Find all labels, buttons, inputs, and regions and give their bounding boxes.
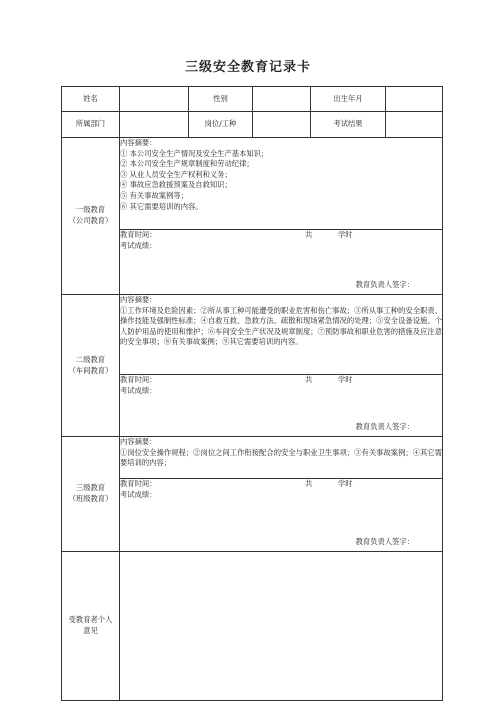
opinion-label-sub: 意见 — [83, 626, 98, 635]
level2-summary-label: 内容摘要： — [120, 295, 157, 304]
level2-label-sub: （车间教育） — [68, 365, 113, 375]
name-label: 姓名 — [62, 87, 120, 112]
level2-record[interactable] — [120, 375, 443, 437]
level3-gong: 共 — [305, 479, 313, 488]
level1-signer-label: 教育负责人签字： — [355, 280, 414, 290]
level3-label-sub: （班级教育） — [68, 494, 113, 503]
level2-time-label: 教育时间： — [120, 375, 157, 384]
level3-signer-label: 教育负责人签字： — [355, 537, 414, 547]
level2-gong: 共 — [305, 375, 313, 384]
level2-text: ①工作环境及危险因素；②所从事工种可能遭受的职业危害和伤亡事故；③所从事工种的安全职责、操作技能及强制性标准；④自救互救、急救方法、疏散和现场紧急情况的处理；⑤安全设备设施、个人防护用品的使用和维护；⑥车间安全生产状况及规章制度；⑦预防事故和职业危害的措施及应注意的安全事项；⑧有关事故案例；⑨其它需要培训的内容。 — [120, 305, 442, 347]
level3-record[interactable] — [120, 479, 443, 552]
exam-field[interactable] — [386, 112, 443, 138]
level1-hours: 学时 — [338, 230, 353, 239]
level1-content — [120, 138, 443, 230]
level2-label — [62, 295, 120, 437]
level3-content — [120, 437, 443, 479]
record-card-table — [61, 86, 443, 701]
level3-label-main: 三级教育 — [75, 483, 106, 493]
level1-gong: 共 — [305, 230, 313, 239]
level3-score-label: 考试成绩： — [120, 489, 157, 499]
level1-item: ⑥ 其它需要培训的内容。 — [120, 201, 203, 211]
level1-summary-label: 内容摘要： — [120, 138, 157, 147]
level1-record[interactable] — [120, 230, 443, 295]
level1-item: ⑤ 有关事故案例等； — [120, 190, 188, 200]
opinion-label — [62, 552, 120, 701]
level1-label — [62, 138, 120, 295]
level1-item: ③ 从业人员安全生产权利和义务； — [120, 169, 232, 179]
level1-item: ④ 事故应急救援预案及自救知识； — [120, 180, 232, 190]
level1-score-label: 考试成绩： — [120, 240, 157, 250]
position-label: 岗位/工种 — [189, 112, 253, 138]
level2-signer-label: 教育负责人签字： — [355, 422, 414, 432]
level3-text: ①岗位安全操作规程；②岗位之间工作衔接配合的安全与职业卫生事项；③有关事故案例；④其它需要培训的内容； — [120, 447, 442, 468]
dept-label: 所属部门 — [62, 112, 120, 138]
birth-field[interactable] — [386, 87, 443, 112]
level1-item: ② 本公司安全生产规章制度和劳动纪律； — [120, 159, 254, 169]
gender-field[interactable] — [253, 87, 311, 112]
name-field[interactable] — [120, 87, 189, 112]
page-title: 三级安全教育记录卡 — [184, 60, 311, 75]
level2-score-label: 考试成绩： — [120, 385, 157, 395]
exam-label: 考试结果 — [311, 112, 386, 138]
level2-hours: 学时 — [338, 375, 353, 384]
position-field[interactable] — [253, 112, 311, 138]
level3-hours: 学时 — [338, 479, 353, 488]
level1-label-main: 一级教育 — [75, 205, 106, 215]
level3-label — [62, 437, 120, 552]
level3-summary-label: 内容摘要： — [120, 437, 157, 446]
birth-label: 出生年月 — [311, 87, 386, 112]
level1-item: ① 本公司安全生产情况及安全生产基本知识； — [120, 148, 269, 158]
level1-label-sub: （公司教育） — [68, 216, 113, 225]
opinion-label-main: 受教育者个人 — [68, 615, 113, 625]
level2-content — [120, 295, 443, 375]
level2-label-main: 二级教育 — [75, 354, 106, 364]
dept-field[interactable] — [120, 112, 189, 138]
level1-time-label: 教育时间： — [120, 230, 157, 239]
gender-label: 性别 — [189, 87, 253, 112]
level3-time-label: 教育时间： — [120, 479, 157, 488]
opinion-field[interactable] — [120, 552, 443, 701]
